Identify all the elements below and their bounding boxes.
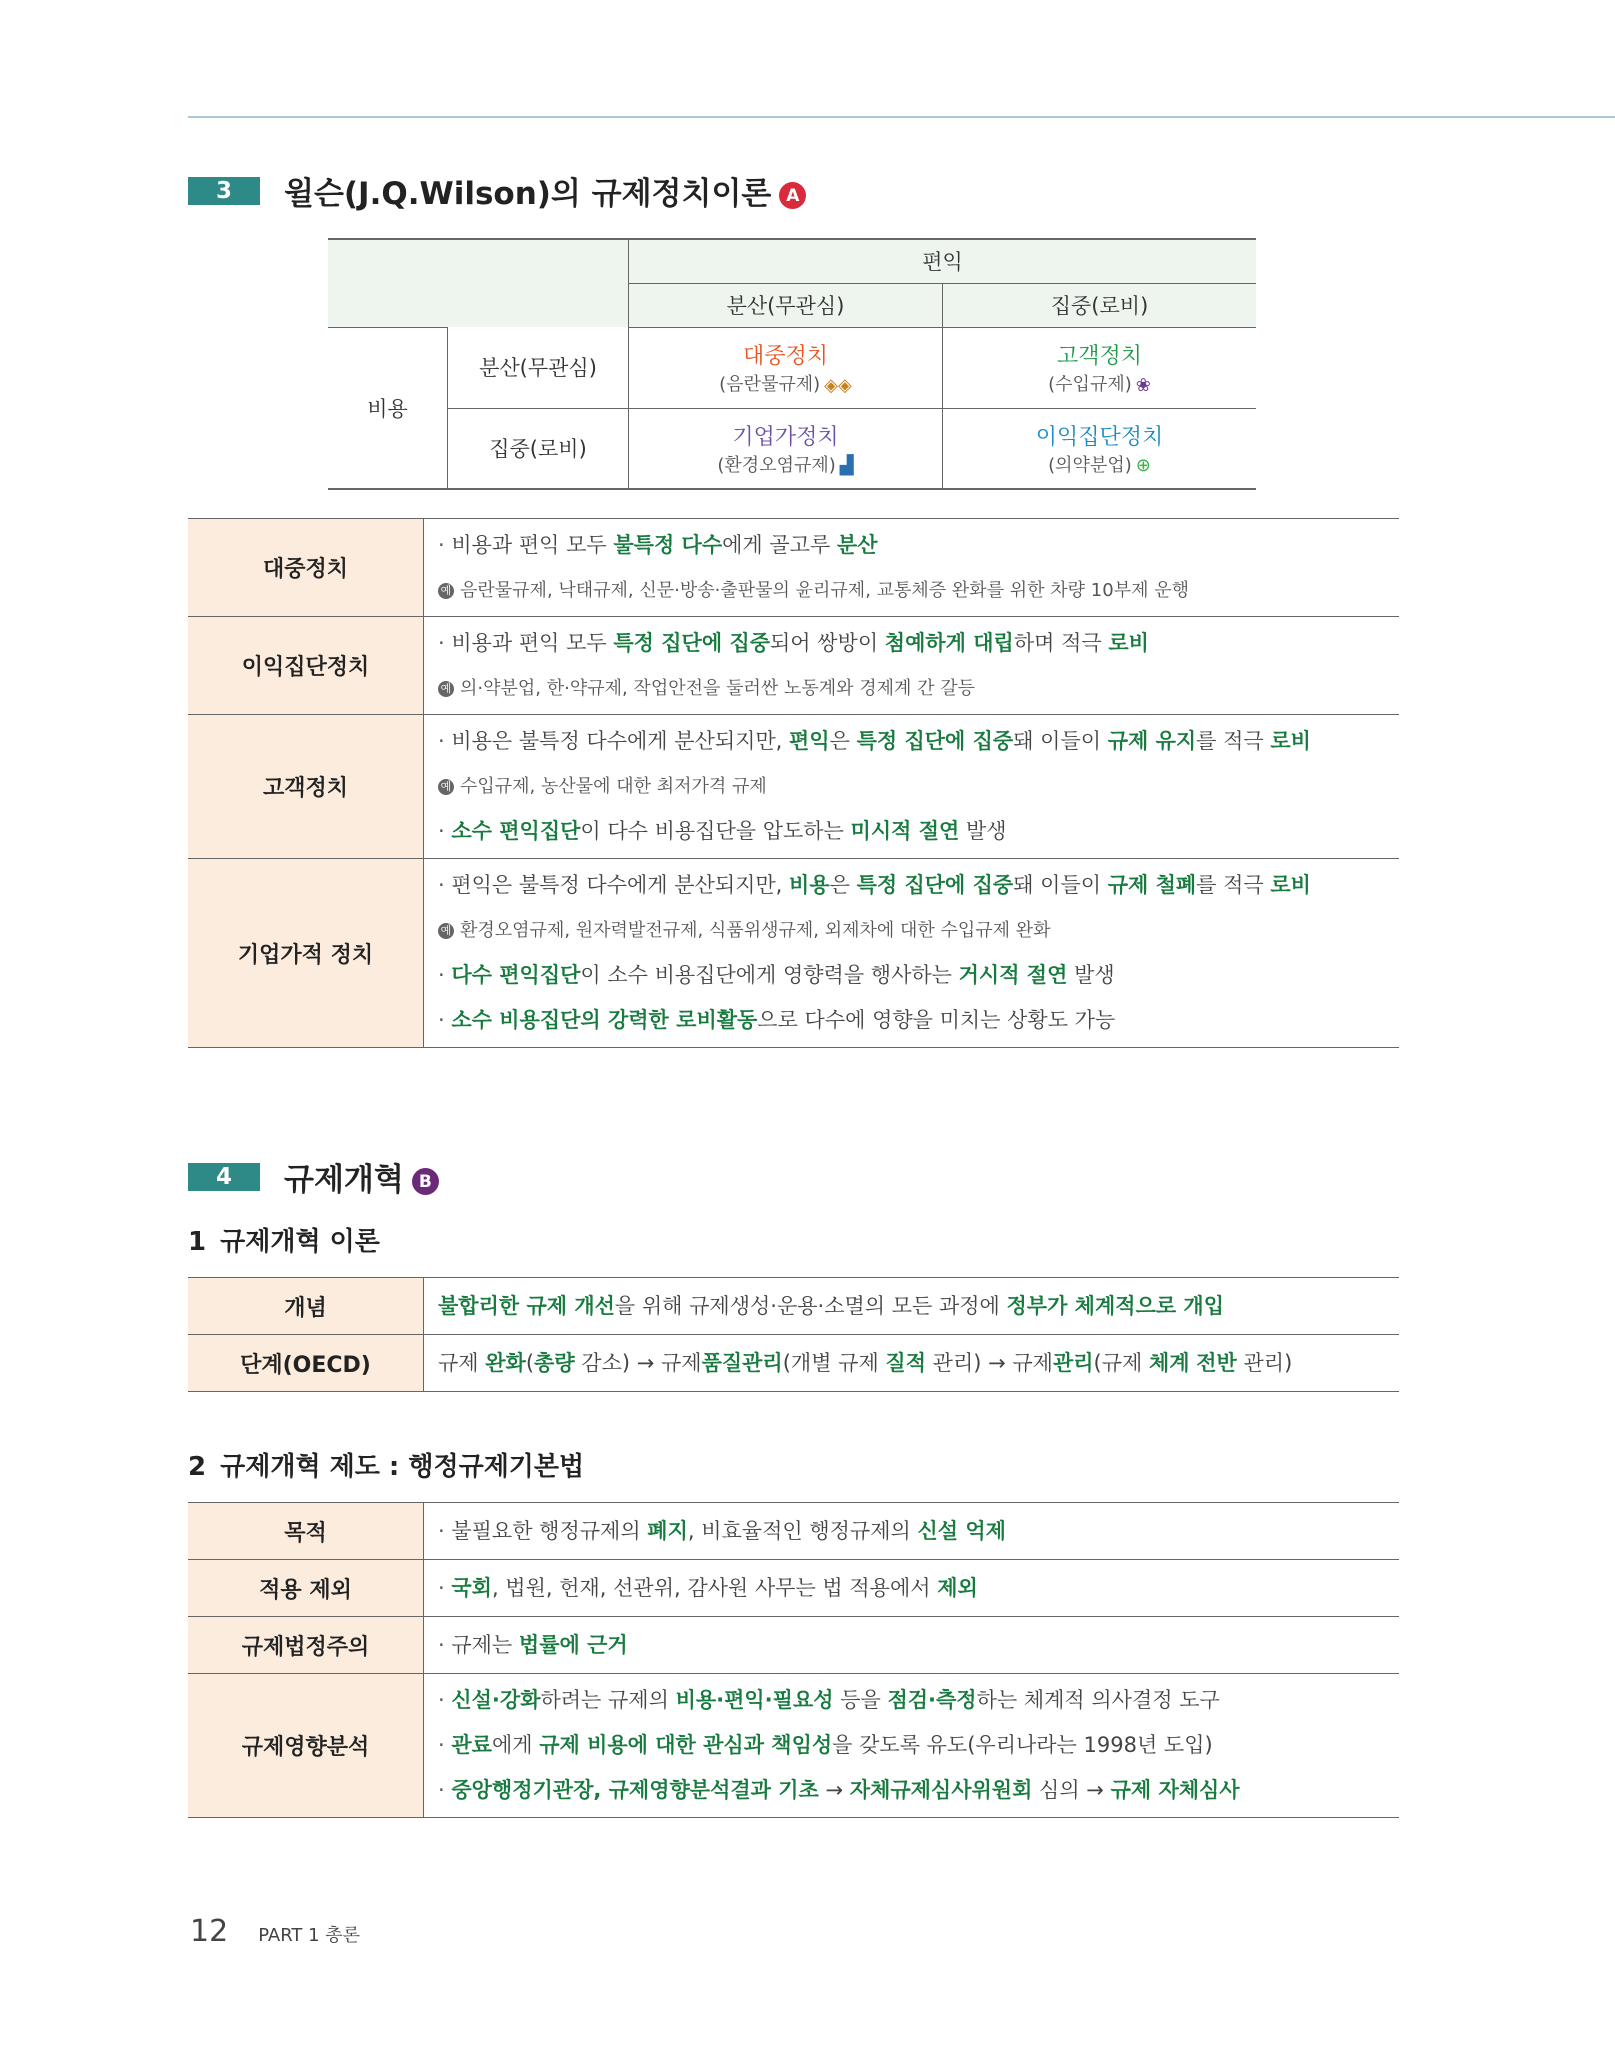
keyword: 전반 — [1196, 1350, 1237, 1375]
text: 돼 이들이 — [1013, 873, 1108, 897]
bullet-line — [438, 1723, 1399, 1768]
text: 를 적극 — [1196, 729, 1271, 753]
section-title: 규제개혁 B — [284, 1154, 439, 1199]
bullet-line — [438, 719, 1399, 764]
row-label: 목적 — [188, 1503, 424, 1560]
cost-header: 비용 — [328, 327, 448, 489]
keyword: 특정 집단에 집중 — [613, 630, 771, 655]
text: 비용은 불특정 다수에게 분산되지만, — [451, 729, 790, 753]
text: 를 적극 — [1196, 873, 1271, 897]
page-footer — [190, 1914, 360, 1949]
keyword: 불특정 다수 — [613, 532, 723, 557]
table-row — [188, 617, 1399, 715]
keyword: 신설 억제 — [917, 1518, 1006, 1543]
text: 은 — [829, 729, 857, 753]
text-line — [438, 1284, 1399, 1329]
text: 의·약분업, 한·약규제, 작업안전을 둘러싼 노동계와 경제계 간 갈등 — [460, 677, 976, 699]
bullet-line — [438, 998, 1399, 1043]
text: 규제는 — [451, 1632, 519, 1657]
text: 은 — [829, 873, 857, 897]
table-row — [188, 715, 1399, 859]
keyword: 거시적 절연 — [958, 963, 1068, 987]
row-header-concentrated: 집중(로비) — [448, 408, 629, 489]
wilson-detail-table — [188, 518, 1399, 1048]
text: 음란물규제, 낙태규제, 신문·방송·출판물의 윤리규제, 교통체증 완화를 위한 차량 10부제 운행 — [460, 579, 1189, 601]
text: 발생 — [959, 819, 1007, 843]
bullet-line — [438, 1678, 1399, 1723]
row-content — [424, 1278, 1400, 1335]
keyword: 비용·편익·필요성 — [675, 1688, 834, 1712]
text: , 법원, 헌재, 선관위, 감사원 사무는 법 적용에서 — [491, 1575, 938, 1600]
top-rule — [188, 116, 1615, 118]
example-icon: 예 — [438, 779, 454, 795]
table-row — [188, 859, 1399, 1048]
text: 발생 — [1067, 963, 1115, 987]
text: 을 위해 규제생성·운용·소멸의 모든 과정에 — [614, 1293, 1007, 1318]
row-content — [424, 1674, 1400, 1818]
keyword: 체계 — [1149, 1350, 1190, 1375]
row-content — [424, 519, 1400, 617]
text: ( — [525, 1350, 535, 1375]
subsection-2-heading: 2 규제개혁 제도 : 행정규제기본법 — [188, 1452, 585, 1482]
cell-sub: (음란물규제) — [719, 374, 821, 395]
table-row — [188, 1278, 1399, 1335]
example-line — [438, 568, 1399, 613]
text: 이 소수 비용집단에게 영향력을 행사하는 — [580, 963, 959, 987]
keyword: 완화 — [485, 1350, 526, 1375]
keyword: 규제 철폐 — [1107, 873, 1197, 897]
keyword: 품질관리 — [701, 1350, 783, 1375]
cell-title: 대중정치 — [742, 344, 828, 369]
grade-a-badge: A — [779, 182, 806, 209]
bullet-line — [438, 1768, 1399, 1813]
keyword: 분산 — [836, 532, 878, 557]
text: 에게 골고루 — [722, 532, 837, 557]
row-label: 적용 제외 — [188, 1560, 424, 1617]
example-icon: 예 — [438, 583, 454, 599]
cell-entrepreneurial — [629, 408, 943, 489]
bullet-line — [438, 953, 1399, 998]
text: 관리) → 규제 — [926, 1350, 1053, 1375]
keyword: 폐지 — [647, 1518, 688, 1543]
text: (개별 규제 — [782, 1350, 886, 1375]
keyword: 중앙행정기관장, 규제영향분석결과 기초 — [451, 1778, 819, 1802]
cell-sub: (환경오염규제) — [717, 454, 836, 476]
text: 수입규제, 농산물에 대한 최저가격 규제 — [460, 776, 767, 797]
grade-b-badge: B — [412, 1168, 439, 1195]
keyword: 편익 — [789, 729, 830, 753]
keyword: 다수 편익집단 — [451, 963, 581, 987]
text: 등을 — [833, 1688, 888, 1712]
row-header-dispersed: 분산(무관심) — [448, 327, 629, 408]
benefit-header: 편익 — [629, 239, 1257, 283]
bullet-line — [438, 1623, 1399, 1668]
cell-title: 고객정치 — [1056, 344, 1142, 369]
text-line — [438, 1341, 1399, 1386]
row-label: 개념 — [188, 1278, 424, 1335]
cell-client — [943, 327, 1257, 408]
eyes-icon: ◈◈ — [824, 374, 852, 396]
bullet-line — [438, 863, 1399, 908]
section-title: 윌슨(J.Q.Wilson)의 규제정치이론 A — [284, 168, 806, 213]
keyword: 관리 — [1052, 1350, 1094, 1375]
page-number: 12 — [190, 1914, 229, 1949]
keyword: 규제 비용에 대한 관심과 책임성 — [539, 1733, 833, 1757]
keyword: 로비 — [1270, 873, 1311, 897]
row-label: 고객정치 — [188, 715, 424, 859]
reform-theory-table — [188, 1277, 1399, 1392]
bullet-line — [438, 523, 1399, 568]
keyword: 관료 — [451, 1733, 492, 1757]
text: 을 갖도록 유도(우리나라는 1998년 도입) — [832, 1733, 1213, 1757]
cell-title: 이익집단정치 — [1035, 424, 1164, 450]
row-label: 단계(OECD) — [188, 1335, 424, 1392]
keyword: 신설·강화 — [451, 1688, 541, 1712]
keyword: 질적 — [885, 1350, 926, 1375]
text: 규제 — [438, 1350, 486, 1375]
regulation-act-table — [188, 1502, 1399, 1818]
row-content — [424, 1560, 1400, 1617]
text: 으로 다수에 영향을 미치는 상황도 가능 — [757, 1008, 1116, 1032]
keyword: 국회 — [451, 1575, 492, 1600]
keyword: 불합리한 규제 개선 — [438, 1293, 615, 1318]
row-label: 대중정치 — [188, 519, 424, 617]
table-row — [188, 1503, 1399, 1560]
cell-sub: (의약분업) — [1048, 454, 1132, 476]
wilson-matrix — [328, 238, 1256, 490]
cell-title: 기업가정치 — [732, 424, 839, 450]
row-content — [424, 1617, 1400, 1674]
subsection-1-heading: 1 규제개혁 이론 — [188, 1227, 380, 1257]
part-label: PART 1 총론 — [258, 1925, 361, 1946]
bullet-line — [438, 809, 1399, 854]
factory-icon: ▟ — [839, 455, 854, 477]
text: → — [818, 1778, 850, 1802]
text: 비용과 편익 모두 — [451, 532, 614, 557]
text: 환경오염규제, 원자력발전규제, 식품위생규제, 외제차에 대한 수입규제 완화 — [460, 920, 1051, 941]
row-content — [424, 1335, 1400, 1392]
section-number: 4 — [188, 1163, 260, 1191]
keyword: 미시적 절연 — [850, 819, 960, 843]
row-label: 이익집단정치 — [188, 617, 424, 715]
keyword: 첨예하게 대립 — [884, 630, 1014, 655]
keyword: 정부가 체계적으로 개입 — [1006, 1293, 1224, 1318]
keyword: 법률에 근거 — [518, 1632, 628, 1657]
medical-cross-icon: ⊕ — [1135, 455, 1151, 477]
text: 하는 체계적 의사결정 도구 — [976, 1688, 1220, 1712]
text: 관리) — [1236, 1350, 1293, 1375]
keyword: 로비 — [1270, 729, 1311, 753]
cell-majoritarian — [629, 327, 943, 408]
keyword: 소수 편익집단 — [451, 819, 581, 843]
row-label: 규제법정주의 — [188, 1617, 424, 1674]
table-row — [188, 1674, 1399, 1818]
table-row — [188, 1335, 1399, 1392]
text: 불필요한 행정규제의 — [451, 1518, 648, 1543]
row-content — [424, 859, 1400, 1048]
example-icon: 예 — [438, 681, 454, 697]
text: 돼 이들이 — [1013, 729, 1108, 753]
keyword: 자체규제심사위원회 — [849, 1778, 1033, 1802]
keyword: 로비 — [1108, 630, 1149, 655]
example-line — [438, 764, 1399, 809]
col-header-dispersed: 분산(무관심) — [629, 283, 943, 327]
section-3-heading — [188, 168, 806, 213]
text: 비용과 편익 모두 — [451, 630, 614, 655]
text: , 비효율적인 행정규제의 — [687, 1518, 918, 1543]
row-content — [424, 1503, 1400, 1560]
example-line — [438, 908, 1399, 953]
text: 하며 적극 — [1013, 630, 1109, 655]
text: 하려는 규제의 — [540, 1688, 676, 1712]
row-label: 규제영향분석 — [188, 1674, 424, 1818]
keyword: 비용 — [789, 873, 830, 897]
section-4-heading — [188, 1154, 439, 1199]
keyword: 규제 유지 — [1107, 729, 1197, 753]
col-header-concentrated: 집중(로비) — [943, 283, 1257, 327]
text: 에게 — [491, 1733, 540, 1757]
row-label: 기업가적 정치 — [188, 859, 424, 1048]
keyword: 특정 집단에 집중 — [856, 729, 1014, 753]
text: (규제 — [1093, 1350, 1149, 1375]
matrix-corner — [328, 239, 629, 327]
text: 감소) → 규제 — [574, 1350, 702, 1375]
table-row — [188, 1617, 1399, 1674]
cell-interest-group — [943, 408, 1257, 489]
bullet-line — [438, 1566, 1399, 1611]
bullet-line — [438, 621, 1399, 666]
text: 심의 → — [1032, 1778, 1111, 1802]
section-number: 3 — [188, 177, 260, 205]
grapes-icon: ❀ — [1135, 374, 1151, 396]
table-row — [188, 519, 1399, 617]
bullet-line — [438, 1509, 1399, 1554]
example-icon: 예 — [438, 923, 454, 939]
keyword: 규제 자체심사 — [1110, 1778, 1240, 1802]
cell-sub: (수입규제) — [1048, 374, 1132, 395]
text: 이 다수 비용집단을 압도하는 — [580, 819, 851, 843]
row-content — [424, 715, 1400, 859]
keyword: 총량 — [534, 1350, 575, 1375]
keyword: 특정 집단에 집중 — [856, 873, 1014, 897]
keyword: 소수 비용집단의 강력한 로비활동 — [451, 1008, 758, 1032]
keyword: 제외 — [937, 1575, 978, 1600]
example-line — [438, 666, 1399, 711]
keyword: 점검·측정 — [887, 1688, 977, 1712]
text: 되어 쌍방이 — [770, 630, 885, 655]
row-content — [424, 617, 1400, 715]
table-row — [188, 1560, 1399, 1617]
text: 편익은 불특정 다수에게 분산되지만, — [451, 873, 790, 897]
